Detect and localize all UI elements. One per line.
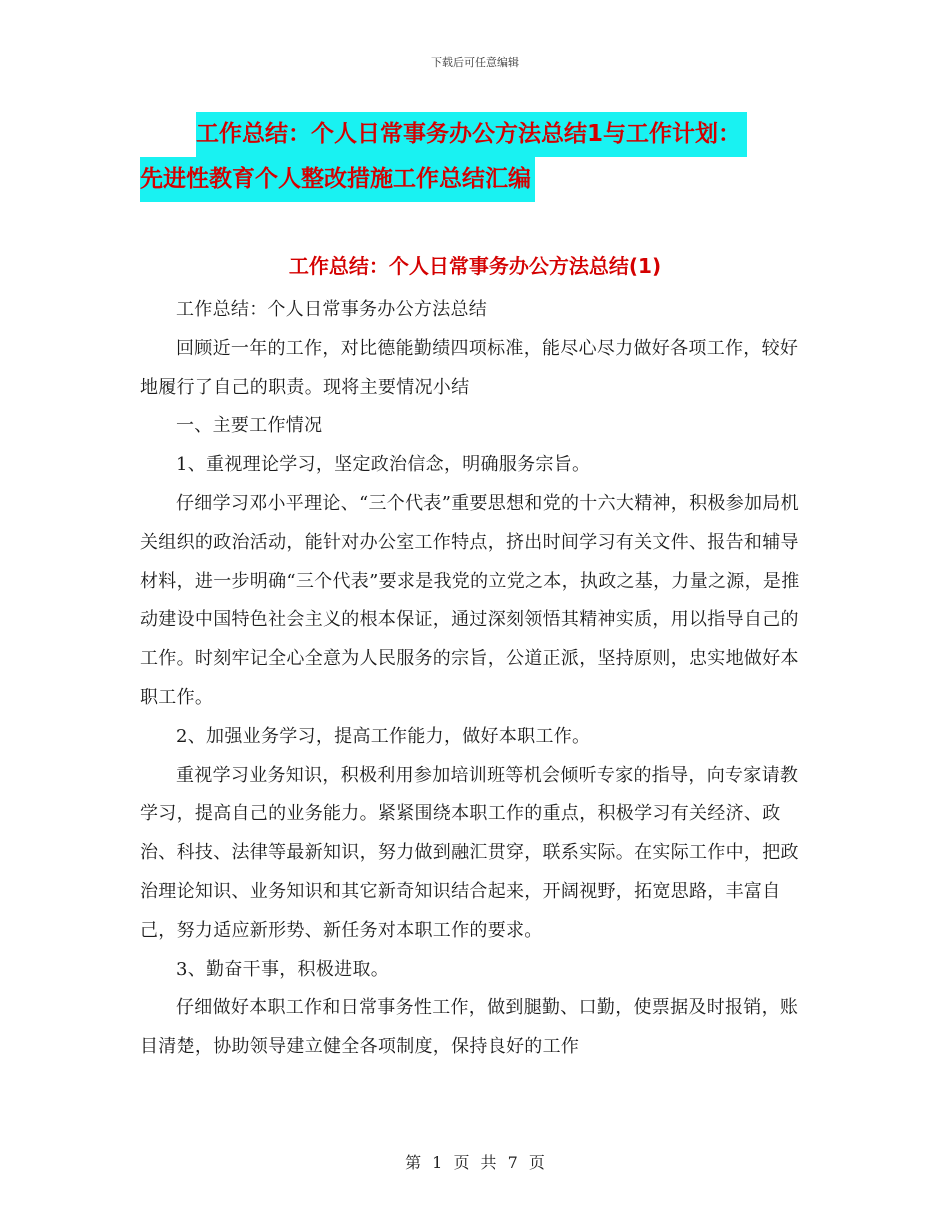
paragraph: 回顾近一年的工作，对比德能勤绩四项标准，能尽心尽力做好各项工作，较好地履行了自己的职责。现将主要情况小结 bbox=[140, 337, 799, 398]
paragraph: 仔细做好本职工作和日常事务性工作，做到腿勤、口勤，使票据及时报销，账目清楚，协助领导建立健全各项制度，保持良好的工作 bbox=[140, 997, 799, 1058]
title-line-1: 工作总结：个人日常事务办公方法总结1与工作计划： bbox=[196, 112, 747, 157]
body-text bbox=[140, 291, 810, 1067]
header-note: 下载后可任意编辑 bbox=[431, 56, 519, 69]
title-line-2: 先进性教育个人整改措施工作总结汇编 bbox=[140, 157, 535, 202]
paragraph: 1、重视理论学习，坚定政治信念，明确服务宗旨。 bbox=[176, 454, 591, 476]
page-number: 第 1 页 共 7 页 bbox=[405, 1153, 545, 1172]
paragraph: 重视学习业务知识，积极利用参加培训班等机会倾听专家的指导，向专家请教学习，提高自己的业务能力。紧紧围绕本职工作的重点，积极学习有关经济、政治、科技、法律等最新知识，努力做到融汇贯穿，联系实际。在实际工作中，把政治理论知识、业务知识和其它新奇知识结合起来，开阔视野，拓宽思路，丰富自己，努力适应新形势、新任务对本职工作的要求。 bbox=[140, 764, 799, 941]
paragraph: 3、勤奋干事，积极进取。 bbox=[176, 958, 390, 980]
section-heading: 工作总结：个人日常事务办公方法总结(1) bbox=[288, 254, 662, 278]
paragraph: 仔细学习邓小平理论、“三个代表”重要思想和党的十六大精神，积极参加局机关组织的政治活动，能针对办公室工作特点，挤出时间学习有关文件、报告和辅导材料，进一步明确“三个代表”要求是我党的立党之本，执政之基，力量之源，是推动建设中国特色社会主义的根本保证，通过深刻领悟其精神实质，用以指导自己的工作。时刻牢记全心全意为人民服务的宗旨，公道正派，坚持原则，忠实地做好本职工作。 bbox=[140, 492, 800, 708]
paragraph: 一、主要工作情况 bbox=[176, 415, 323, 437]
document-title bbox=[140, 112, 840, 202]
paragraph: 2、加强业务学习，提高工作能力，做好本职工作。 bbox=[176, 725, 591, 747]
paragraph: 工作总结：个人日常事务办公方法总结 bbox=[176, 299, 488, 320]
